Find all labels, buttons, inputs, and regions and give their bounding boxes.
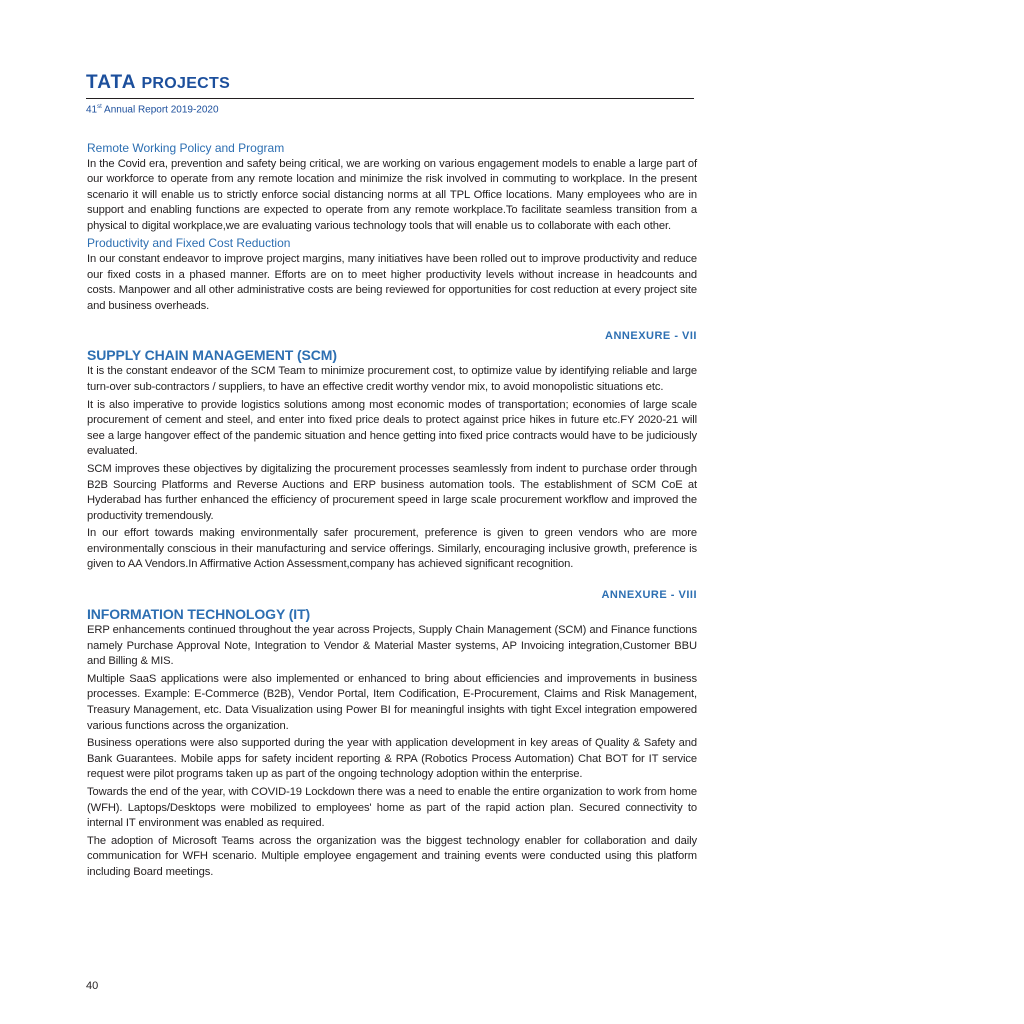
remote-working-paragraph: In the Covid era, prevention and safety being critical, we are working on various engagement models to enable a large part of our workforce to operate from any remote location and minimize the risk involved in commuting to workplace. In the present scenario it will enable us to strictly enforce social distancing norms at all TPL Office locations. Many employees who are in support and enabling functions are expected to operate from any remote workplace.To facilitate seamless transition from a physical to digital workplace,we are evaluating various technology tools that will enable us to collaborate with each other. <box>87 157 697 232</box>
header-rule <box>86 98 694 99</box>
page-number: 40 <box>86 980 99 992</box>
page-content <box>87 141 697 881</box>
report-number: 41 <box>86 104 98 116</box>
logo-projects-text: PROJECTS <box>141 75 231 92</box>
annexure-viii-label: ANNEXURE - VIII <box>601 589 697 602</box>
it-heading: INFORMATION TECHNOLOGY (IT) <box>87 606 311 623</box>
logo-tata-wordmark: TATA <box>86 72 137 93</box>
scm-paragraph-1: It is the constant endeavor of the SCM Team to minimize procurement cost, to optimize value by identifying reliable and large turn-over sub-contractors / suppliers, to have an effective credit worthy vendor mix, to avoid monopolistic situations etc. <box>87 365 697 393</box>
tata-projects-logo <box>86 72 230 94</box>
report-text: Annual Report 2019-2020 <box>101 104 219 116</box>
it-paragraph-2: Multiple SaaS applications were also implemented or enhanced to bring about efficiencies and improvements in business processes. Example: E-Commerce (B2B), Vendor Portal, Item Codification, E-Procurement, Claims and Risk Management, Treasury Management, etc. Data Visualization using Power BI for meaningful insights with tight Excel integration empowered various functions across the organization. <box>87 672 697 732</box>
it-paragraph-1: ERP enhancements continued throughout the year across Projects, Supply Chain Management (SCM) and Finance functions namely Purchase Approval Note, Integration to Vendor & Material Master systems, AP Invoicing integration,Customer BBU and Billing & MIS. <box>87 624 697 668</box>
scm-paragraph-4: In our effort towards making environmentally safer procurement, preference is given to green vendors who are more environmentally conscious in their manufacturing and service offerings. Similarly, encouraging inclusive growth, preference is given to AA Vendors.In Affirmative Action Assessment,company has achieved significant recognition. <box>87 527 697 571</box>
scm-heading: SUPPLY CHAIN MANAGEMENT (SCM) <box>87 347 337 364</box>
it-paragraph-3: Business operations were also supported during the year with application development in key areas of Quality & Safety and Bank Guarantees. Mobile apps for safety incident reporting & RPA (Robotics Process Automation) Chat BOT for IT service request were pilot programs taken up as part of the ongoing technology adoption within the enterprise. <box>87 737 697 781</box>
annexure-vii-label: ANNEXURE - VII <box>605 330 697 343</box>
remote-working-heading: Remote Working Policy and Program <box>87 141 285 155</box>
productivity-paragraph: In our constant endeavor to improve project margins, many initiatives have been rolled out to improve productivity and reduce our fixed costs in a phased manner. Efforts are on to meet higher productivity levels without increase in headcounts and costs. Manpower and all other administrative costs are being reviewed for opportunities for cost reduction at every project site and business overheads. <box>87 252 697 312</box>
scm-paragraph-2: It is also imperative to provide logistics solutions among most economic modes of transportation; economies of large scale procurement of cement and steel, and enter into fixed price deals to protect against price hikes in future etc.FY 2020-21 will see a large hangover effect of the pandemic situation and hence getting into fixed price contracts would have to be judiciously evaluated. <box>87 398 697 458</box>
it-paragraph-5: The adoption of Microsoft Teams across the organization was the biggest technology enabler for collaboration and daily communication for WFH scenario. Multiple employee engagement and training events were conducted using this platform including Board meetings. <box>87 834 697 878</box>
productivity-heading: Productivity and Fixed Cost Reduction <box>87 236 291 251</box>
report-ordinal: st <box>97 104 102 110</box>
scm-paragraph-3: SCM improves these objectives by digitalizing the procurement processes seamlessly from indent to purchase order through B2B Sourcing Platforms and Reverse Auctions and ERP business automation tools. The establishment of SCM CoE at Hyderabad has further enhanced the efficiency of procurement speed in large scale procurement workflow and improved the productivity tremendously. <box>87 462 697 522</box>
it-paragraph-4: Towards the end of the year, with COVID-19 Lockdown there was a need to enable the entire organization to work from home (WFH). Laptops/Desktops were mobilized to employees' home as part of the rapid action plan. Secured connectivity to internal IT environment was enabled as required. <box>87 786 697 830</box>
report-title <box>86 104 219 115</box>
